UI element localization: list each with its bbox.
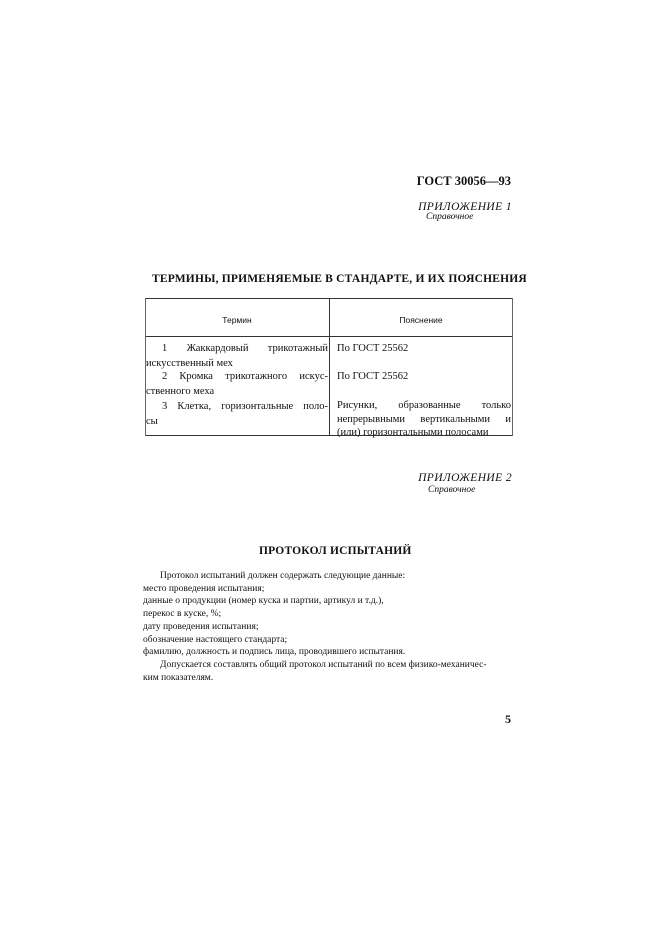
table-row-explanation: Рисунки, образованные только непрерывными вертикальными и (или) горизонтальными полосами <box>337 400 511 438</box>
paragraph-line: Допускается составлять общий протокол испытаний по всем физико-механичес- <box>160 659 487 670</box>
paragraph-line: место проведения испытания; <box>143 583 265 594</box>
paragraph-line: Протокол испытаний должен содержать следующие данные: <box>160 571 406 581</box>
appendix-2-title: ПРИЛОЖЕНИЕ 2 <box>418 472 512 484</box>
table-row-explanation: По ГОСТ 25562 <box>337 371 409 382</box>
table-row-explanation: По ГОСТ 25562 <box>337 343 409 354</box>
page-number: 5 <box>505 712 511 726</box>
paragraph-line: ким показателям. <box>143 672 214 683</box>
appendix-2-subtitle: Справочное <box>428 485 476 495</box>
appendix-1-title: ПРИЛОЖЕНИЕ 1 <box>418 201 512 213</box>
paragraph-line: данные о продукции (номер куска и партии, артикул и т.д.), <box>143 596 384 607</box>
table-row-term: 1 Жаккардовый трикотажный искусственный мех <box>146 343 328 369</box>
appendix-1-subtitle: Справочное <box>426 212 474 222</box>
document-code: ГОСТ 30056—93 <box>416 174 511 188</box>
table-row-term: 3 Клетка, горизонтальные поло- сы <box>146 401 328 427</box>
paragraph-line: обозначение настоящего стандарта; <box>143 634 288 645</box>
paragraph-line: перекос в куске, %; <box>143 609 222 620</box>
column-header-explanation: Пояснение <box>399 315 443 325</box>
paragraph-line: дату проведения испытания; <box>143 621 259 632</box>
column-header-term: Термин <box>222 315 252 325</box>
terms-section-title: ТЕРМИНЫ, ПРИМЕНЯЕМЫЕ В СТАНДАРТЕ, И ИХ ПОЯСНЕНИЯ <box>152 273 527 285</box>
paragraph-line: фамилию, должность и подпись лица, проводившего испытания. <box>143 647 406 658</box>
protocol-section-title: ПРОТОКОЛ ИСПЫТАНИЙ <box>259 545 412 557</box>
terms-table <box>145 298 513 436</box>
table-row-term: 2 Кромка трикотажного искус- ственного меха <box>146 371 328 397</box>
protocol-body <box>143 570 487 684</box>
